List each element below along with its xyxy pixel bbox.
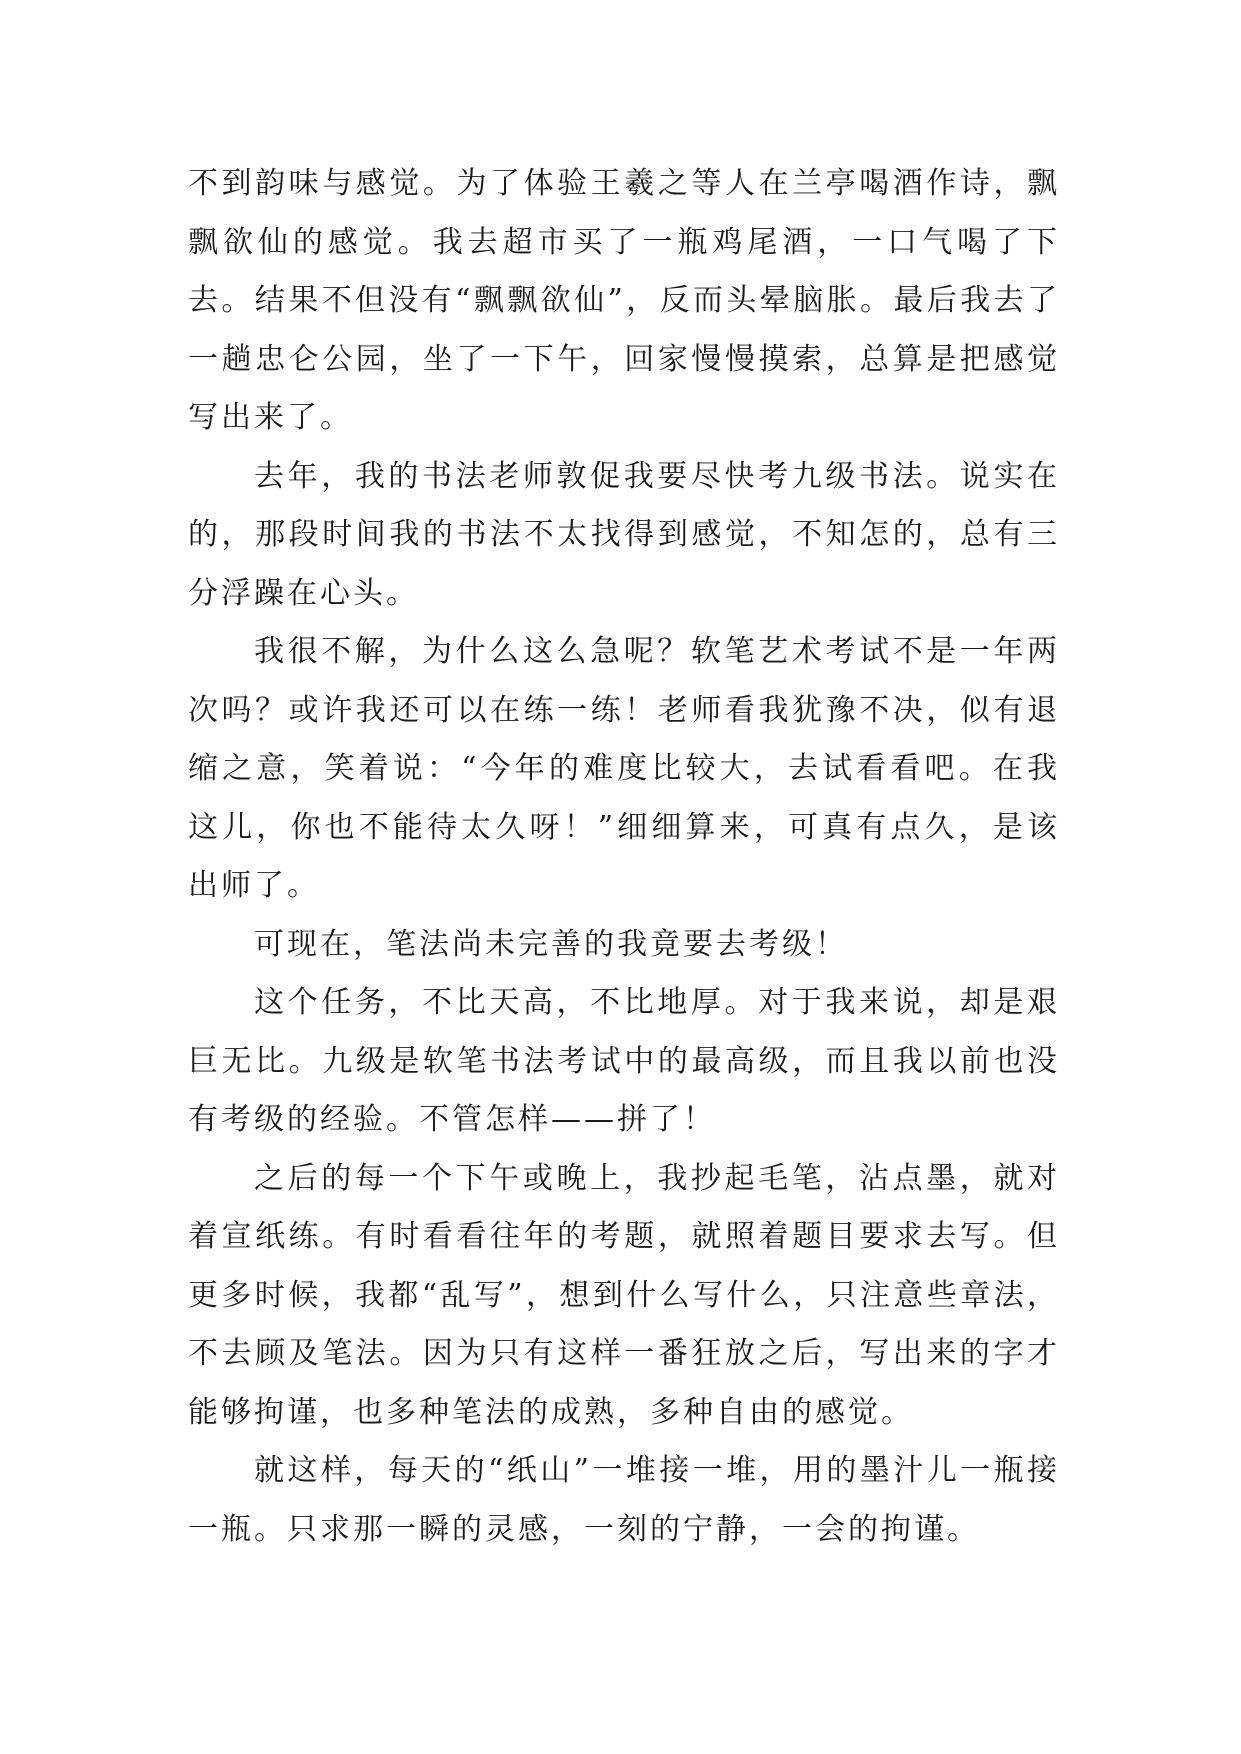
paragraph-2: 去年，我的书法老师敦促我要尽快考九级书法。说实在的，那段时间我的书法不太找得到感觉，不知怎的，总有三分浮躁在心头。 xyxy=(188,458,1060,611)
paragraph-4: 可现在，笔法尚未完善的我竟要去考级！ xyxy=(254,926,848,962)
document-body xyxy=(188,155,1060,1559)
paragraph-5: 这个任务，不比天高，不比地厚。对于我来说，却是艰巨无比。九级是软笔书法考试中的最高级，而且我以前也没有考级的经验。不管怎样——拼了！ xyxy=(188,985,1060,1137)
paragraph-3: 我很不解，为什么这么急呢？软笔艺术考试不是一年两次吗？或许我还可以在练一练！老师看我犹豫不决，似有退缩之意，笑着说：“今年的难度比较大，去试看看吧。在我这儿，你也不能待太久呀！”细细算来，可真有点久，是该出师了。 xyxy=(188,634,1060,903)
paragraph-6: 之后的每一个下午或晚上，我抄起毛笔，沾点墨，就对着宣纸练。有时看看往年的考题，就照着题目要求去写。但更多时候，我都“乱写”，想到什么写什么，只注意些章法，不去顾及笔法。因为只有这样一番狂放之后，写出来的字才能够拘谨，也多种笔法的成熟，多种自由的感觉。 xyxy=(188,1160,1060,1430)
paragraph-7: 就这样，每天的“纸山”一堆接一堆，用的墨汁儿一瓶接一瓶。只求那一瞬的灵感，一刻的宁静，一会的拘谨。 xyxy=(188,1453,1060,1547)
paragraph-1: 不到韵味与感觉。为了体验王羲之等人在兰亭喝酒作诗，飘飘欲仙的感觉。我去超市买了一瓶鸡尾酒，一口气喝了下去。结果不但没有“飘飘欲仙”，反而头晕脑胀。最后我去了一趟忠仑公园，坐了一下午，回家慢慢摸索，总算是把感觉写出来了。 xyxy=(188,166,1060,435)
